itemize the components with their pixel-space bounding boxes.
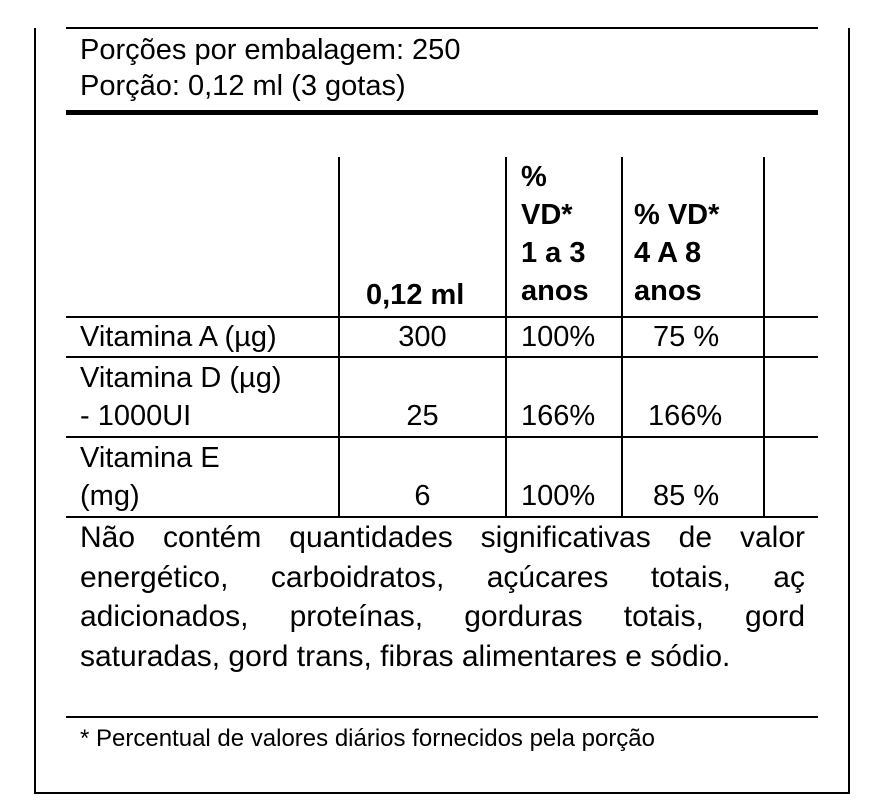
nutrient-name [80,439,220,515]
header-vd-1-3-line: 1 a 3 [521,237,586,269]
footnote-divider [66,716,818,718]
nutrient-name [80,359,282,435]
row-divider-2 [66,436,818,438]
header-vd-1-3-line: anos [521,275,589,307]
header-vd-4-8-line: anos [634,275,702,307]
nutrient-name-line: (mg) [80,480,140,512]
header-amount: 0,12 ml [366,279,465,311]
top-rule [66,27,818,29]
nutrient-name-line: - 1000UI [80,400,192,432]
row-divider-1 [66,356,818,358]
nutrient-amount: 300 [398,321,447,353]
nutrient-amount: 6 [414,480,431,512]
header-vd-4-8 [634,196,719,310]
nutrient-name-line: Vitamina D (µg) [80,362,282,394]
serving-info [80,32,460,104]
header-vd-4-8-line: 4 A 8 [634,237,702,269]
header-vd-1-3-line: VD* [521,199,573,231]
vd-4-8-value: 166% [648,400,723,432]
nutrient-disclaimer: Não contém quantidades significativas de valor energético, carboidratos, açúcares totais, aç adicionados, proteínas, gorduras totais, gord saturadas, gord trans, fibras alimentares e sódio. [80,521,805,673]
vd-1-3-value: 100% [521,480,596,512]
column-divider-2 [505,157,507,517]
header-vd-1-3 [521,158,589,310]
vd-4-8-value: 85 % [653,480,720,512]
vd-1-3-value: 100% [521,321,596,353]
footnote: * Percentual de valores diários fornecidos pela porção [80,725,656,752]
header-vd-1-3-line: % [521,161,547,193]
portion-size: Porção: 0,12 ml (3 gotas) [80,70,406,102]
servings-per-package: Porções por embalagem: 250 [80,34,461,66]
column-divider-4 [763,157,765,517]
vd-4-8-value: 75 % [653,321,720,353]
nutrient-name: Vitamina A (µg) [80,321,277,353]
column-divider-3 [621,157,623,517]
header-vd-4-8-line: % VD* [634,199,720,231]
nutrient-amount: 25 [406,400,439,432]
nutrient-name-line: Vitamina E [80,442,220,474]
vd-1-3-value: 166% [521,400,596,432]
serving-divider [66,110,818,115]
